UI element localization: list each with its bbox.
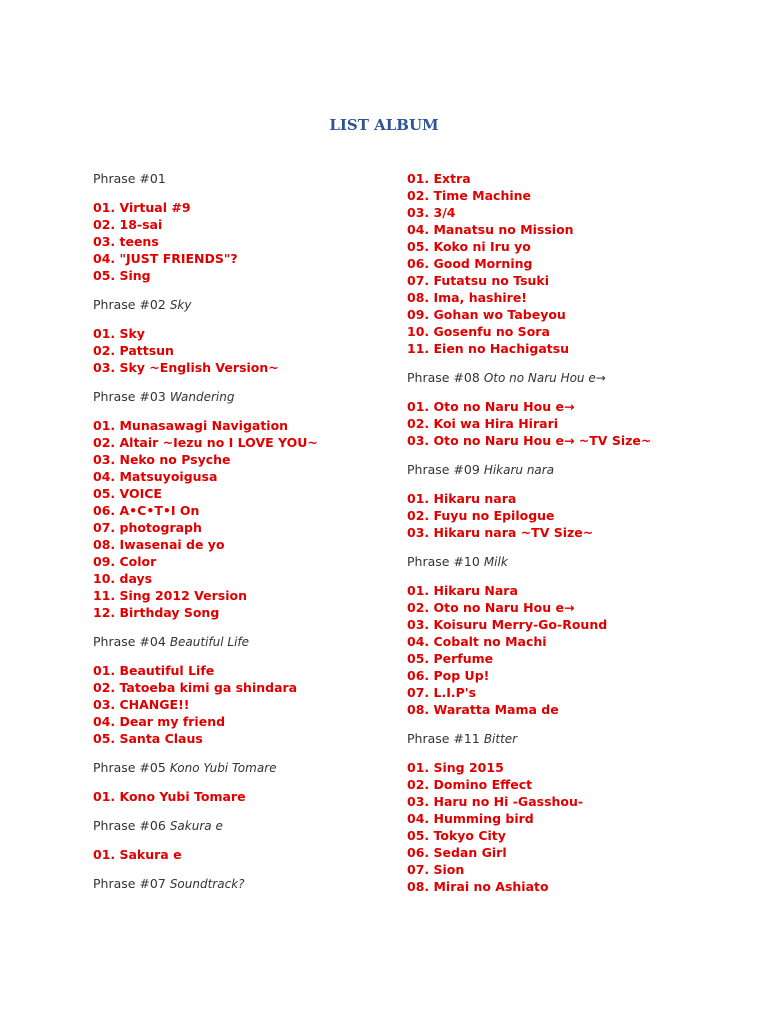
track-item: 06. A•C•T•I On <box>93 503 200 518</box>
track-item: 03. Neko no Psyche <box>93 452 231 467</box>
phrase-heading <box>93 388 318 405</box>
track-item: 05. Santa Claus <box>93 731 203 746</box>
track-item: 02. Time Machine <box>407 188 532 203</box>
track-item: 02. Fuyu no Epilogue <box>407 508 555 523</box>
phrase-label: Phrase #05 <box>93 760 166 775</box>
track-item: 03. Haru no Hi -Gasshou- <box>407 794 584 809</box>
track-item: 04. Matsuyoigusa <box>93 469 218 484</box>
track-item: 05. VOICE <box>93 486 162 501</box>
phrase-heading <box>407 369 651 386</box>
track-item: 08. Iwasenai de yo <box>93 537 225 552</box>
track-item: 02. Koi wa Hira Hirari <box>407 416 559 431</box>
phrase-label: Phrase #04 <box>93 634 166 649</box>
track-list <box>93 325 318 376</box>
track-item: 01. Beautiful Life <box>93 663 215 678</box>
track-item: 03. Hikaru nara ~TV Size~ <box>407 525 594 540</box>
track-list <box>407 490 651 541</box>
track-item: 04. Manatsu no Mission <box>407 222 574 237</box>
track-item: 03. Sky ~English Version~ <box>93 360 279 375</box>
phrase-heading <box>407 730 651 747</box>
track-list <box>407 170 651 357</box>
track-item: 05. Perfume <box>407 651 494 666</box>
track-item: 11. Eien no Hachigatsu <box>407 341 570 356</box>
right-column <box>407 170 651 907</box>
track-item: 07. Futatsu no Tsuki <box>407 273 550 288</box>
phrase-label: Phrase #02 <box>93 297 166 312</box>
phrase-subtitle: Hikaru nara <box>483 463 555 477</box>
phrase-heading <box>93 817 318 834</box>
phrase-heading <box>93 875 318 892</box>
track-item: 03. teens <box>93 234 159 249</box>
track-item: 07. L.I.P's <box>407 685 477 700</box>
track-item: 09. Color <box>93 554 157 569</box>
phrase-subtitle: Bitter <box>483 732 518 746</box>
track-item: 07. Sion <box>407 862 465 877</box>
track-item: 07. photograph <box>93 520 202 535</box>
track-item: 08. Ima, hashire! <box>407 290 528 305</box>
track-item: 05. Tokyo City <box>407 828 506 843</box>
track-item: 01. Sky <box>93 326 145 341</box>
track-item: 06. Pop Up! <box>407 668 490 683</box>
phrase-label: Phrase #10 <box>407 554 480 569</box>
left-column <box>93 170 318 904</box>
track-list <box>407 582 651 718</box>
phrase-subtitle: Kono Yubi Tomare <box>169 761 277 775</box>
phrase-subtitle: Sky <box>169 298 192 312</box>
track-item: 05. Sing <box>93 268 151 283</box>
track-item: 01. Sakura e <box>93 847 182 862</box>
track-list <box>407 759 651 895</box>
track-item: 06. Good Morning <box>407 256 533 271</box>
page-title: LIST ALBUM <box>329 116 439 134</box>
track-item: 04. Cobalt no Machi <box>407 634 547 649</box>
track-item: 01. Hikaru nara <box>407 491 517 506</box>
track-item: 08. Mirai no Ashiato <box>407 879 549 894</box>
track-item: 03. Oto no Naru Hou e→ ~TV Size~ <box>407 433 652 448</box>
track-item: 03. Koisuru Merry-Go-Round <box>407 617 608 632</box>
phrase-heading <box>93 170 318 187</box>
phrase-subtitle: Sakura e <box>169 819 223 833</box>
track-item: 06. Sedan Girl <box>407 845 507 860</box>
track-item: 12. Birthday Song <box>93 605 220 620</box>
track-item: 09. Gohan wo Tabeyou <box>407 307 566 322</box>
phrase-heading <box>93 759 318 776</box>
phrase-heading <box>93 633 318 650</box>
track-item: 02. 18-sai <box>93 217 163 232</box>
track-item: 10. days <box>93 571 153 586</box>
track-item: 01. Extra <box>407 171 471 186</box>
phrase-label: Phrase #06 <box>93 818 166 833</box>
track-item: 01. Sing 2015 <box>407 760 504 775</box>
track-item: 01. Kono Yubi Tomare <box>93 789 246 804</box>
phrase-heading <box>407 553 651 570</box>
track-list <box>93 662 318 747</box>
track-item: 01. Hikaru Nara <box>407 583 518 598</box>
track-item: 04. Humming bird <box>407 811 534 826</box>
track-item: 01. Munasawagi Navigation <box>93 418 289 433</box>
phrase-subtitle: Milk <box>483 555 508 569</box>
phrase-subtitle: Beautiful Life <box>169 635 250 649</box>
phrase-label: Phrase #03 <box>93 389 166 404</box>
track-list <box>93 788 318 805</box>
track-item: 05. Koko ni Iru yo <box>407 239 531 254</box>
phrase-label: Phrase #07 <box>93 876 166 891</box>
track-item: 01. Oto no Naru Hou e→ <box>407 399 575 414</box>
track-list <box>93 846 318 863</box>
track-item: 01. Virtual #9 <box>93 200 191 215</box>
track-item: 02. Tatoeba kimi ga shindara <box>93 680 298 695</box>
track-item: 03. CHANGE!! <box>93 697 190 712</box>
track-item: 04. Dear my friend <box>93 714 226 729</box>
track-item: 08. Waratta Mama de <box>407 702 559 717</box>
track-item: 02. Altair ~Iezu no I LOVE YOU~ <box>93 435 318 450</box>
phrase-subtitle: Oto no Naru Hou e→ <box>483 371 606 385</box>
phrase-label: Phrase #08 <box>407 370 480 385</box>
phrase-label: Phrase #01 <box>93 171 166 186</box>
phrase-heading <box>407 461 651 478</box>
track-item: 02. Domino Effect <box>407 777 533 792</box>
phrase-subtitle: Wandering <box>169 390 235 404</box>
track-list <box>93 199 318 284</box>
phrase-subtitle: Soundtrack? <box>169 877 245 891</box>
phrase-label: Phrase #11 <box>407 731 480 746</box>
track-item: 03. 3/4 <box>407 205 456 220</box>
track-item: 04. "JUST FRIENDS"? <box>93 251 238 266</box>
track-item: 02. Pattsun <box>93 343 174 358</box>
phrase-label: Phrase #09 <box>407 462 480 477</box>
track-item: 02. Oto no Naru Hou e→ <box>407 600 575 615</box>
phrase-heading <box>93 296 318 313</box>
track-list <box>93 417 318 621</box>
track-item: 10. Gosenfu no Sora <box>407 324 550 339</box>
track-list <box>407 398 651 449</box>
track-item: 11. Sing 2012 Version <box>93 588 247 603</box>
